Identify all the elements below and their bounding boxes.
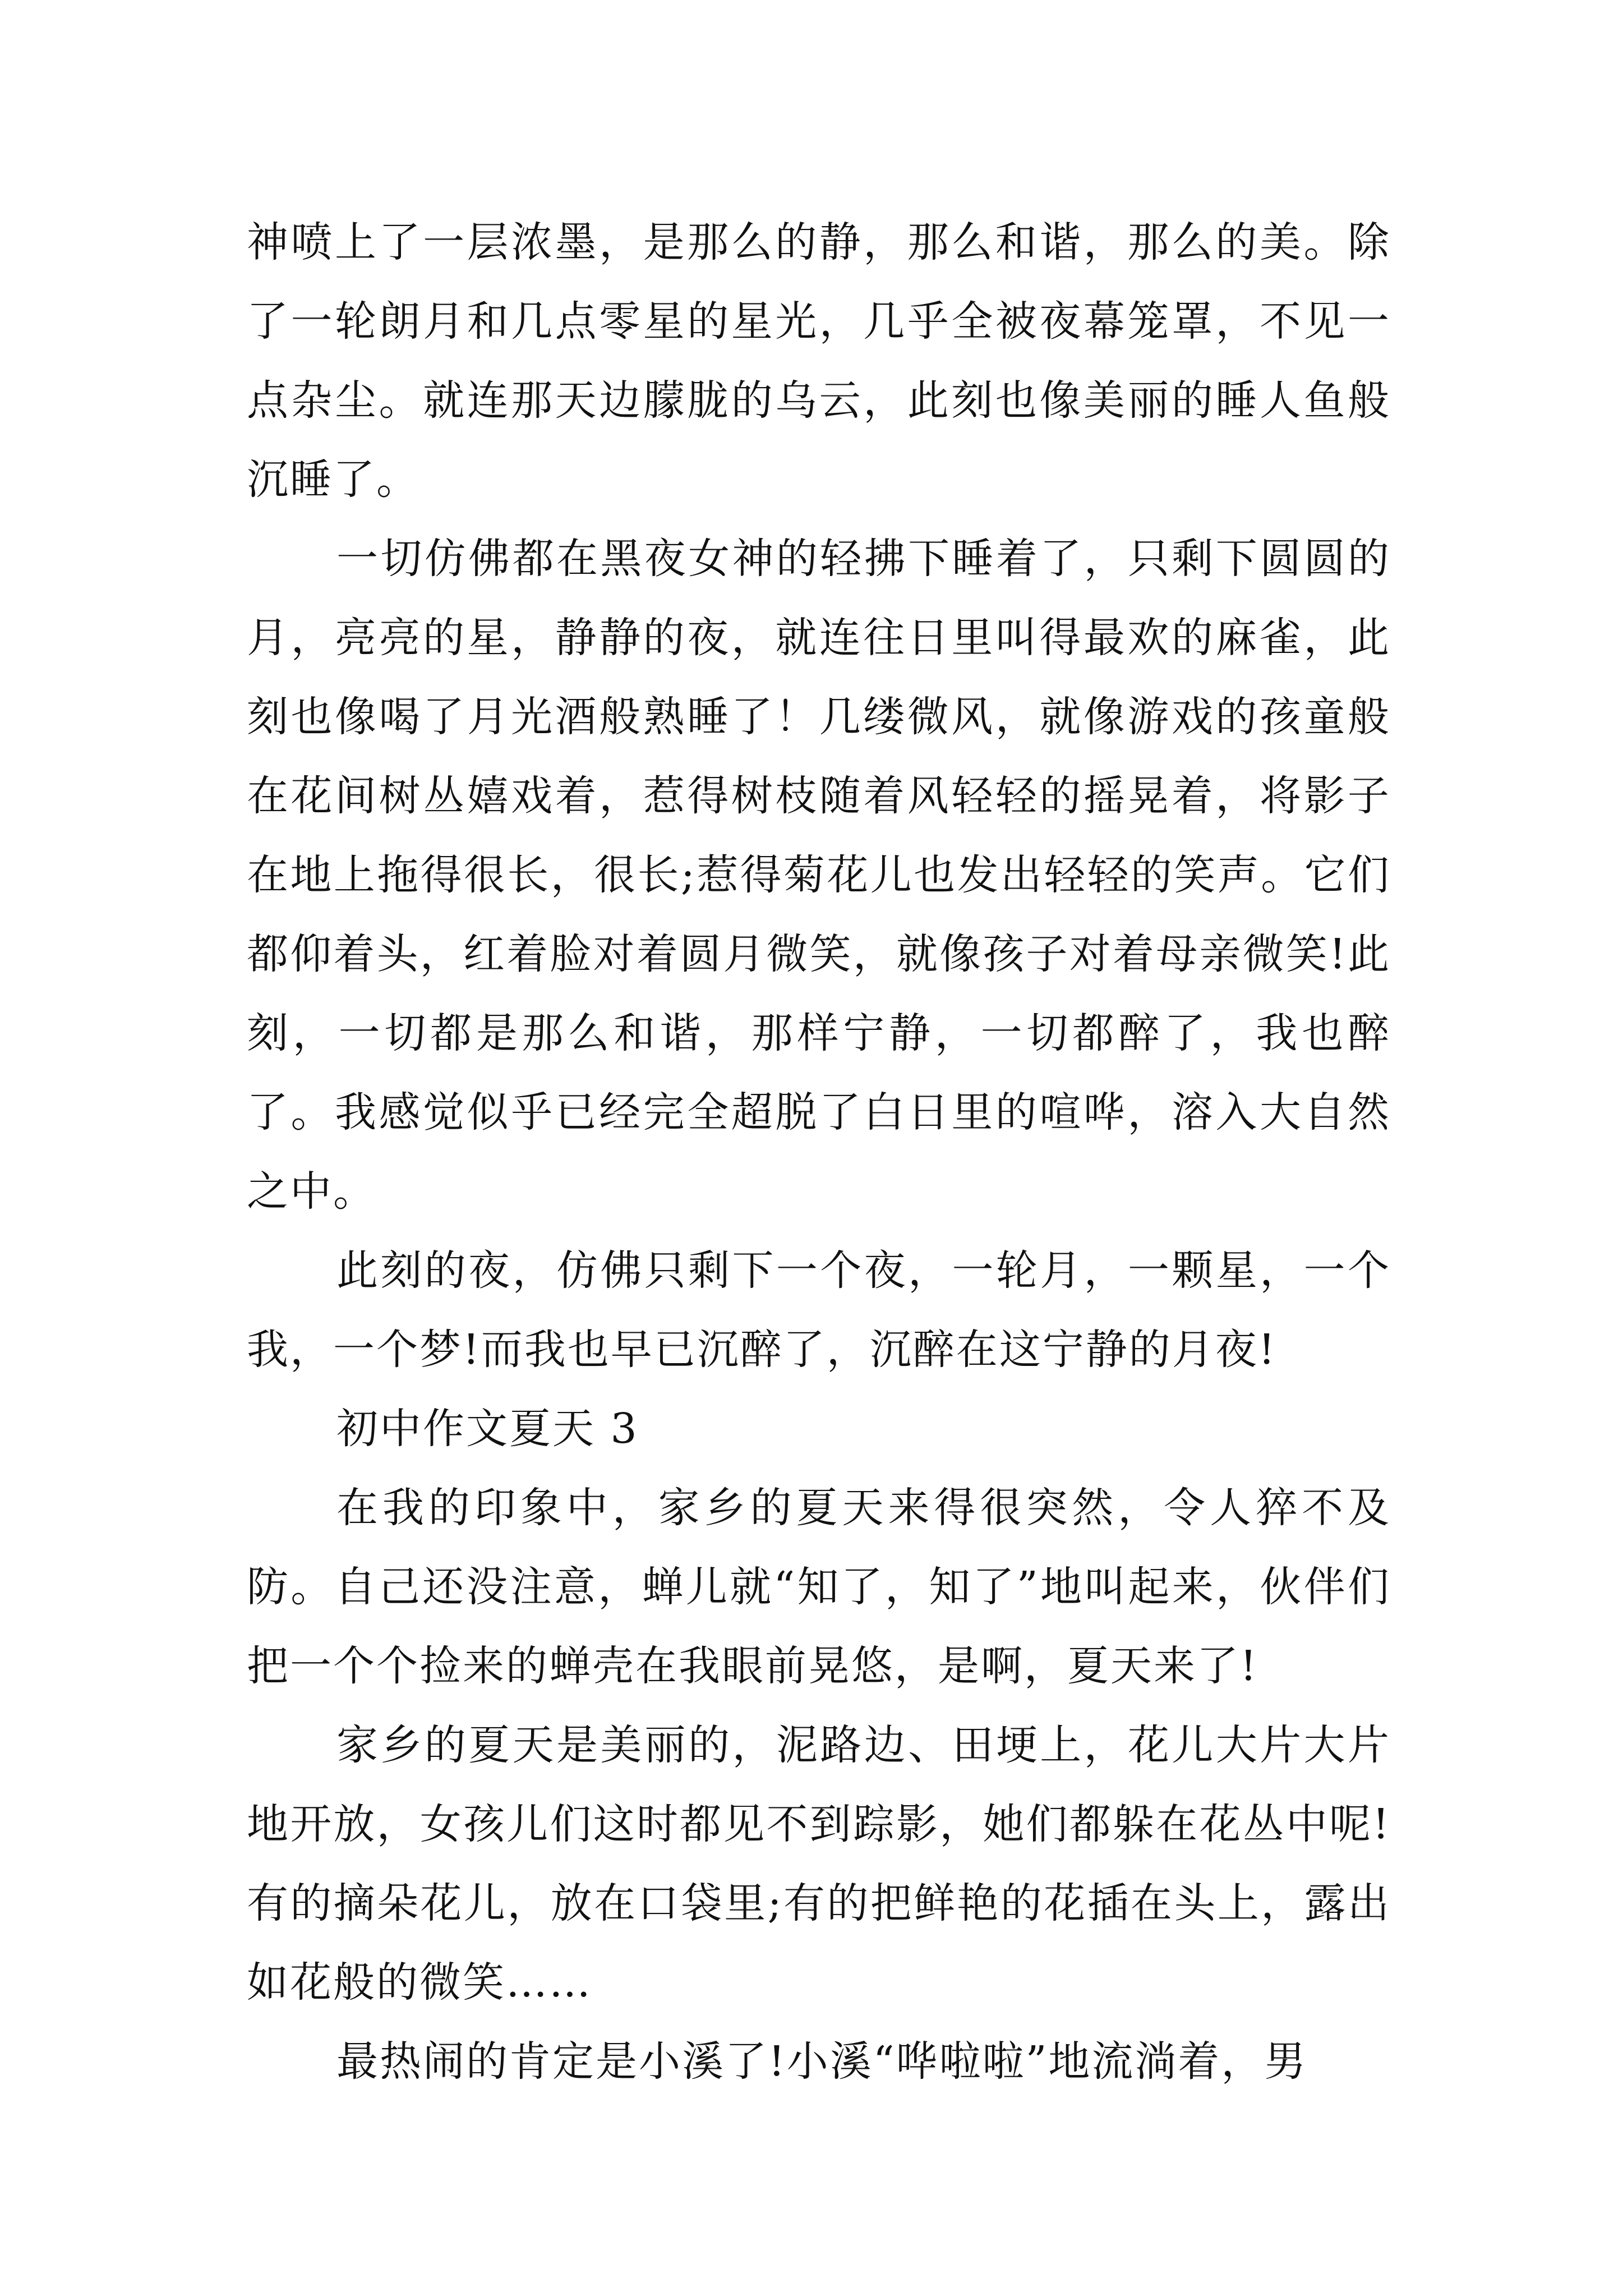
paragraph-6: 最热闹的肯定是小溪了!小溪“哗啦啦”地流淌着，男	[336, 2037, 1308, 2086]
body-text	[247, 203, 1391, 2101]
paragraph-1: 神喷上了一层浓墨，是那么的静，那么和谐，那么的美。除了一轮朗月和几点零星的星光，几乎全被夜幕笼罩，不见一点杂尘。就连那天边朦胧的乌云，此刻也像美丽的睡人鱼般沉睡了。	[247, 218, 1391, 504]
paragraph-5: 家乡的夏天是美丽的，泥路边、田埂上，花儿大片大片地开放，女孩儿们这时都见不到踪影，她们都躲在花丛中呢!有的摘朵花儿，放在口袋里;有的把鲜艳的花插在头上，露出如花般的微笑……	[247, 1721, 1391, 2007]
section-heading: 初中作文夏天 3	[336, 1405, 639, 1453]
paragraph-4: 在我的印象中，家乡的夏天来得很突然，令人猝不及防。自己还没注意，蝉儿就“知了，知了”地叫起来，伙伴们把一个个捡来的蝉壳在我眼前晃悠，是啊，夏天来了!	[247, 1484, 1391, 1690]
paragraph-2: 一切仿佛都在黑夜女神的轻拂下睡着了，只剩下圆圆的月，亮亮的星，静静的夜，就连往日里叫得最欢的麻雀，此刻也像喝了月光酒般熟睡了！几缕微风，就像游戏的孩童般在花间树丛嬉戏着，惹得树枝随着风轻轻的摇晃着，将影子在地上拖得很长，很长;惹得菊花儿也发出轻轻的笑声。它们都仰着头，红着脸对着圆月微笑，就像孩子对着母亲微笑!此刻，一切都是那么和谐，那样宁静，一切都醉了，我也醉了。我感觉似乎已经完全超脱了白日里的喧哗，溶入大自然之中。	[247, 535, 1391, 1216]
paragraph-3: 此刻的夜，仿佛只剩下一个夜，一轮月，一颗星，一个我，一个梦!而我也早已沉醉了，沉醉在这宁静的月夜!	[247, 1246, 1391, 1374]
